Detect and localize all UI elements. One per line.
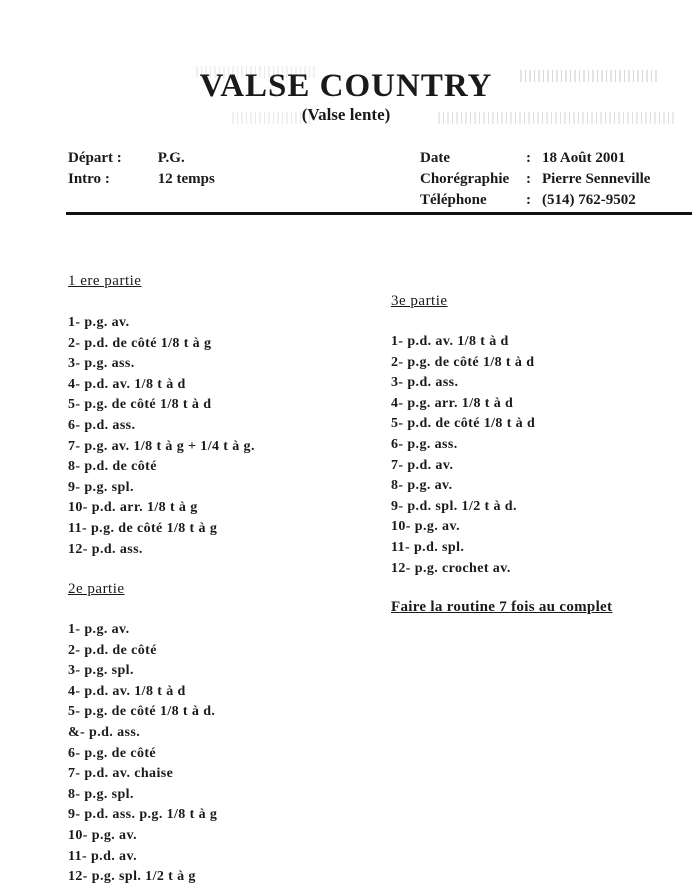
- step-item: 5- p.g. de côté 1/8 t à d: [68, 397, 212, 413]
- choreo-value: Pierre Senneville: [542, 171, 651, 187]
- step-item: 4- p.d. av. 1/8 t à d: [68, 683, 186, 699]
- choreo-label: Chorégraphie: [420, 171, 510, 187]
- info-right: [420, 148, 650, 211]
- step-item: 8- p.g. spl.: [68, 786, 134, 802]
- intro-row: Intro : 12 temps: [68, 171, 215, 187]
- date-row: Date : 18 Août 2001: [420, 148, 650, 169]
- step-item: 9- p.d. ass. p.g. 1/8 t à g: [68, 807, 218, 823]
- step-item: 11- p.d. spl.: [391, 539, 465, 555]
- step-item: 12- p.g. crochet av.: [391, 560, 511, 576]
- part2-section: [68, 581, 217, 888]
- document-title: VALSE COUNTRY: [199, 68, 493, 104]
- depart-row: Départ : P.G.: [68, 150, 185, 166]
- step-item: 8- p.d. de côté: [68, 459, 157, 475]
- part3-section: [391, 293, 612, 616]
- intro-label: Intro: [68, 171, 102, 187]
- depart-value: P.G.: [157, 150, 185, 166]
- step-item: 1- p.g. av.: [68, 315, 130, 330]
- part2-steps: [68, 620, 217, 888]
- step-item: 12- p.g. spl. 1/2 t à g: [68, 869, 196, 885]
- step-item: 6- p.d. ass.: [68, 417, 136, 433]
- date-value: 18 Août 2001: [542, 150, 626, 166]
- step-item: 6- p.g. de côté: [68, 745, 157, 761]
- document-subtitle: (Valse lente): [301, 105, 391, 124]
- step-item: 2- p.d. de côté: [68, 642, 157, 658]
- step-item: 1- p.d. av. 1/8 t à d: [391, 334, 509, 349]
- step-item: 10- p.g. av.: [68, 827, 137, 843]
- routine-note: Faire la routine 7 fois au complet: [391, 599, 613, 616]
- step-item: 2- p.d. de côté 1/8 t à g: [68, 335, 212, 351]
- step-item: 11- p.d. av.: [68, 848, 137, 864]
- step-item: 12- p.d. ass.: [68, 541, 143, 557]
- part2-title: 2e partie: [68, 581, 125, 597]
- step-item: 5- p.d. de côté 1/8 t à d: [391, 416, 536, 432]
- depart-label: Départ: [68, 150, 113, 166]
- header-divider: [66, 212, 692, 215]
- step-item: 2- p.g. de côté 1/8 t à d: [391, 354, 535, 370]
- step-item: 3- p.d. ass.: [391, 375, 459, 391]
- step-item: 10- p.g. av.: [391, 519, 460, 535]
- step-item: 7- p.d. av.: [391, 457, 454, 473]
- choreo-row: Chorégraphie : Pierre Senneville: [420, 169, 650, 190]
- part3-steps: [391, 332, 612, 579]
- intro-value: 12 temps: [157, 171, 215, 187]
- date-label: Date: [420, 150, 450, 166]
- step-item: 7- p.g. av. 1/8 t à g + 1/4 t à g.: [68, 438, 255, 454]
- step-item: 3- p.g. spl.: [68, 663, 134, 679]
- part1-section: [68, 273, 255, 560]
- info-left: [68, 148, 215, 190]
- step-item: 9- p.d. spl. 1/2 t à d.: [391, 498, 517, 514]
- step-item: 9- p.g. spl.: [68, 479, 134, 495]
- part3-title: 3e partie: [391, 293, 448, 309]
- step-item: 4- p.d. av. 1/8 t à d: [68, 376, 186, 392]
- step-item: 6- p.g. ass.: [391, 436, 458, 452]
- step-item: 5- p.g. de côté 1/8 t à d.: [68, 704, 216, 720]
- phone-value: (514) 762-9502: [542, 192, 636, 208]
- part1-steps: [68, 313, 255, 560]
- step-item: 3- p.g. ass.: [68, 356, 135, 372]
- step-item: 11- p.g. de côté 1/8 t à g: [68, 520, 218, 536]
- step-item: 1- p.g. av.: [68, 622, 130, 637]
- part1-title: 1 ere partie: [68, 273, 142, 289]
- step-item: 4- p.g. arr. 1/8 t à d: [391, 395, 514, 411]
- step-item: 8- p.g. av.: [391, 478, 453, 494]
- phone-label: Téléphone: [420, 192, 487, 208]
- step-item: &- p.d. ass.: [68, 724, 141, 740]
- step-item: 10- p.d. arr. 1/8 t à g: [68, 500, 198, 516]
- step-item: 7- p.d. av. chaise: [68, 766, 174, 782]
- phone-row: Téléphone : (514) 762-9502: [420, 190, 650, 211]
